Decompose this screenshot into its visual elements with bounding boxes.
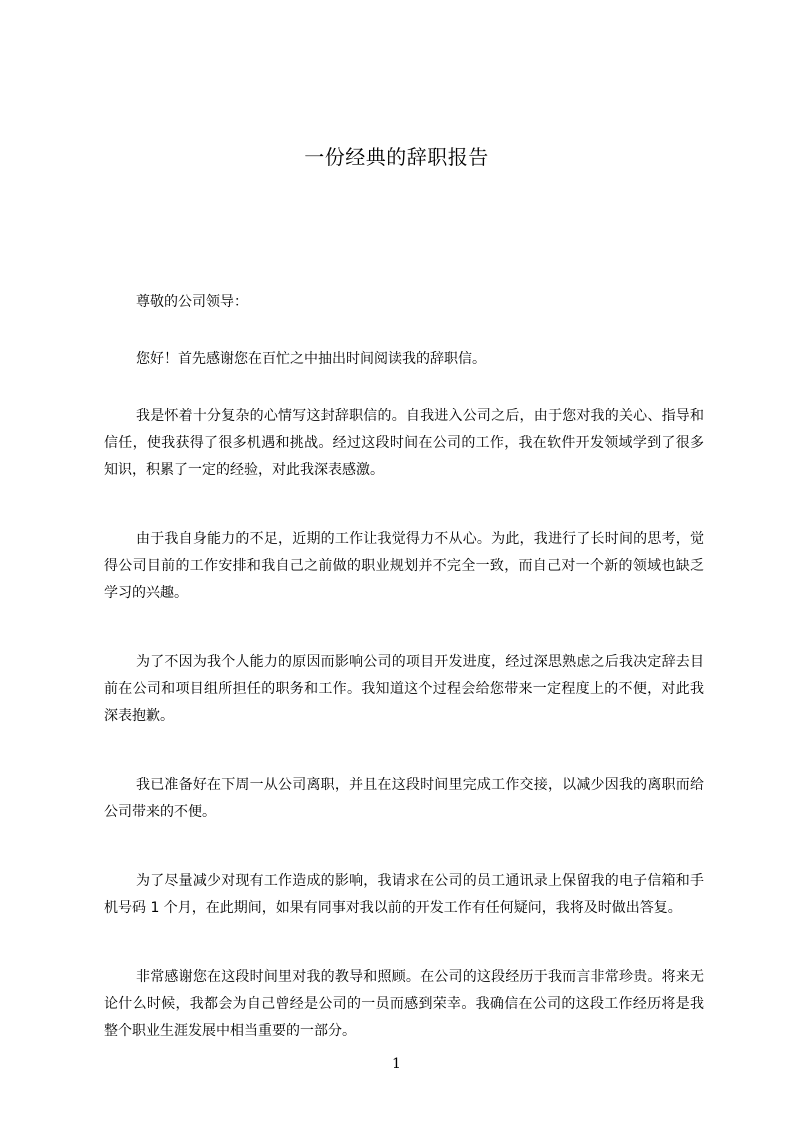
paragraph: 我已准备好在下周一从公司离职，并且在这段时间里完成工作交接，以减少因我的离职而给公司带来的不便。 [104, 777, 704, 820]
greeting: 您好！首先感谢您在百忙之中抽出时间阅读我的辞职信。 [136, 351, 486, 367]
letter-body [104, 289, 704, 1087]
paragraph: 非常感谢您在这段时间里对我的教导和照顾。在公司的这段经历于我而言非常珍贵。将来无论什么时候，我都会为自己曾经是公司的一员而感到荣幸。我确信在公司的这段工作经历将是我整个职业生涯发展中相当重要的一部分。 [104, 969, 704, 1039]
paragraph: 由于我自身能力的不足，近期的工作让我觉得力不从心。为此，我进行了长时间的思考，觉得公司目前的工作安排和我自己之前做的职业规划并不完全一致，而自己对一个新的领域也缺乏学习的兴趣。 [104, 531, 704, 601]
salutation: 尊敬的公司领导： [136, 294, 248, 310]
paragraph: 我是怀着十分复杂的心情写这封辞职信的。自我进入公司之后，由于您对我的关心、指导和信任，使我获得了很多机遇和挑战。经过这段时间在公司的工作，我在软件开发领域学到了很多知识，积累了一定的经验，对此我深表感激。 [104, 408, 704, 478]
page-number: 1 [392, 1056, 401, 1072]
paragraph: 为了不因为我个人能力的原因而影响公司的项目开发进度，经过深思熟虑之后我决定辞去目前在公司和项目组所担任的职务和工作。我知道这个过程会给您带来一定程度上的不便，对此我深表抱歉。 [104, 654, 704, 724]
document-title: 一份经典的辞职报告 [304, 145, 489, 169]
paragraph: 为了尽量减少对现有工作造成的影响，我请求在公司的员工通讯录上保留我的电子信箱和手机号码 1 个月，在此期间，如果有同事对我以前的开发工作有任何疑问，我将及时做出答复。 [104, 873, 704, 916]
